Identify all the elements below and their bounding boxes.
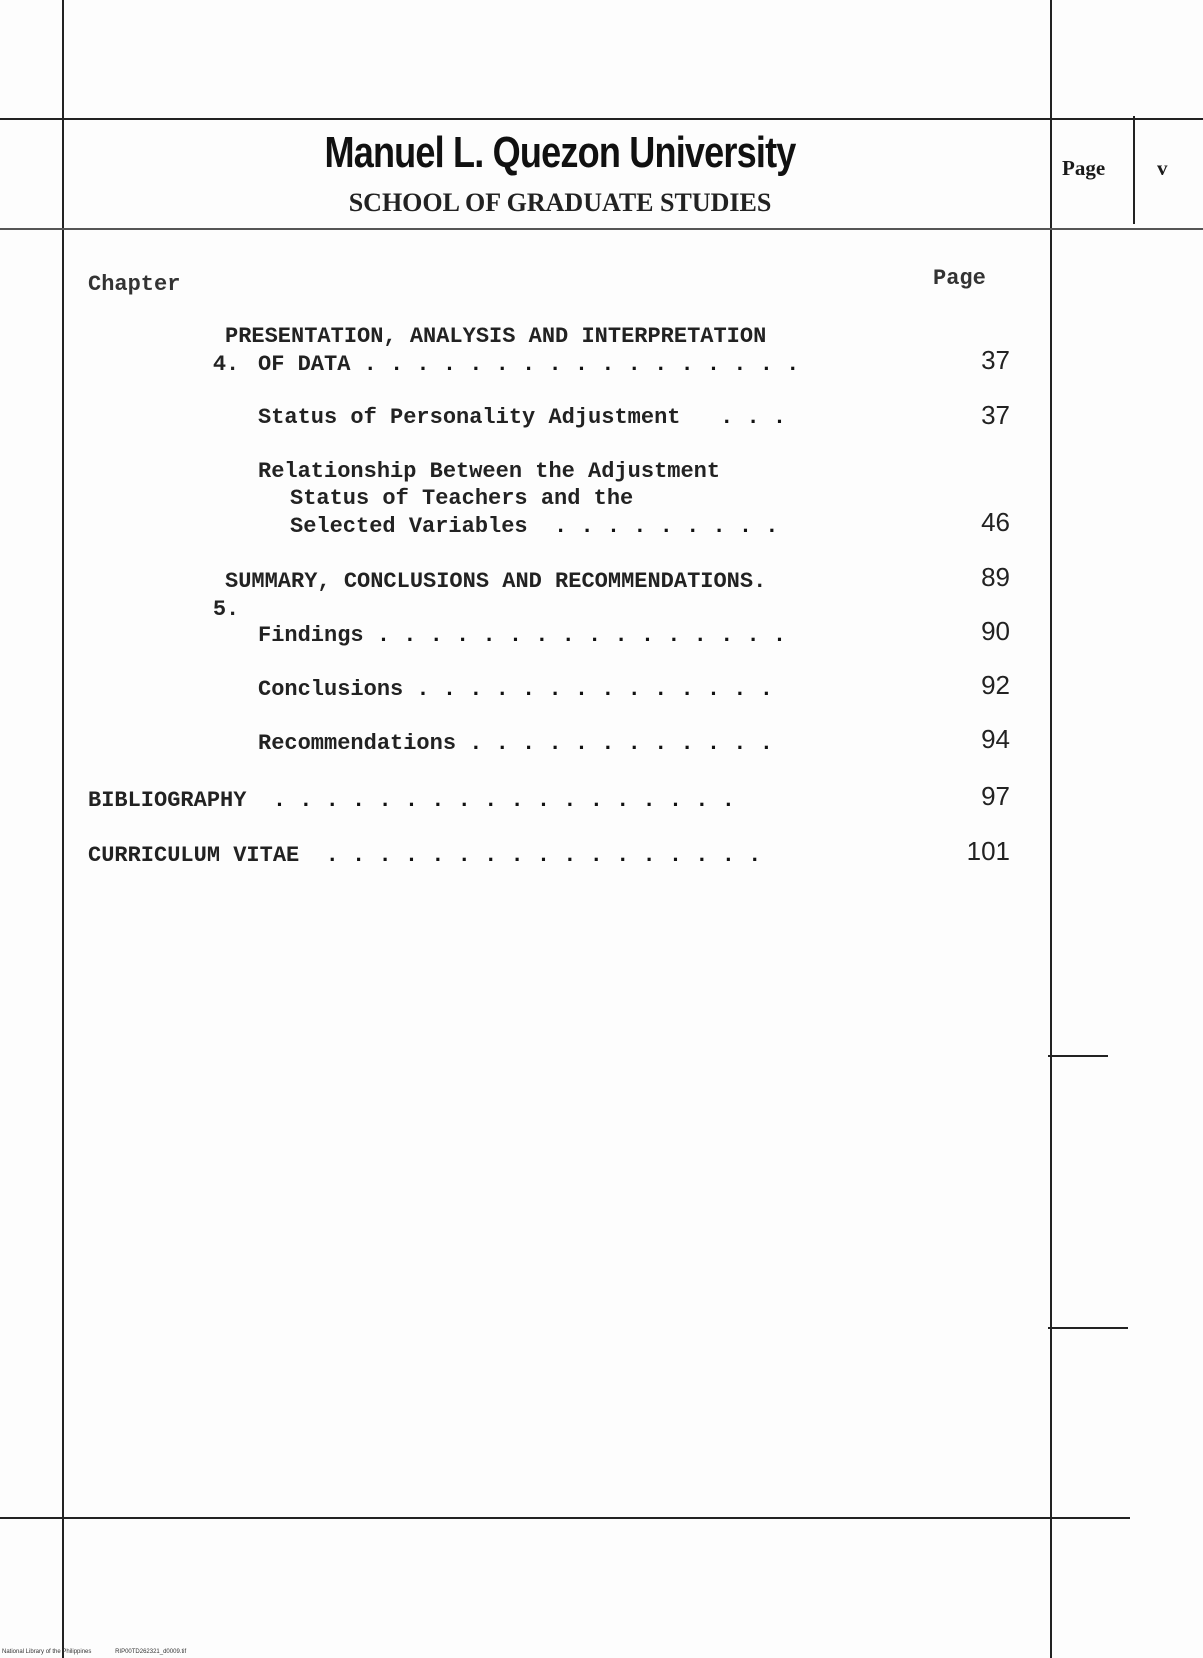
page-label: Page (1062, 156, 1106, 180)
scan-footer (2, 1649, 208, 1655)
toc-entry-title-line: PRESENTATION, ANALYSIS AND INTERPRETATION (225, 324, 767, 349)
toc-page-number: 46 (981, 507, 1010, 537)
toc-page-number: 89 (981, 562, 1010, 592)
leader-dots: . . . . . . . . . . . . (456, 731, 773, 756)
leader-dots: . . . . . . . . . . . . . . . . . (299, 843, 762, 868)
library-credit: National Library of the Philippines (2, 1649, 92, 1655)
university-title: Manuel L. Quezon University (324, 128, 796, 177)
side-tick-rule (1048, 1055, 1108, 1057)
right-margin-rule (1050, 0, 1052, 1658)
leader-dots: . . . . . . . . . . . . . . (403, 677, 773, 702)
leader-dots: . . . . . . . . . . . . . . . . (363, 623, 787, 648)
toc-page-number: 101 (966, 836, 1010, 866)
leader-dots: . . . . . . . . . (527, 514, 779, 539)
toc-page-number: 94 (981, 724, 1010, 754)
toc-page-number: 97 (981, 781, 1010, 811)
toc-entry-title-line: Conclusions . . . . . . . . . . . . . . (258, 677, 773, 702)
toc-entry-title-line: Relationship Between the Adjustment (258, 459, 721, 484)
toc-entry-title-line: OF DATA . . . . . . . . . . . . . . . . . (258, 352, 800, 377)
page-box-divider (1133, 116, 1135, 224)
leader-dots: . . . (680, 405, 787, 430)
toc-page-number: 90 (981, 616, 1010, 646)
scan-filename: RIP00TD262321_d0009.tif (115, 1649, 187, 1655)
toc-page-number: 37 (981, 345, 1010, 375)
toc-entry-title-line: Status of Teachers and the (290, 486, 634, 511)
header-bottom-rule (0, 228, 1203, 230)
toc-page-number: 92 (981, 670, 1010, 700)
toc-page-number: 37 (981, 400, 1010, 430)
toc-entry-title-line: Selected Variables . . . . . . . . . (290, 514, 779, 539)
leader-dots: . . . . . . . . . . . . . . . . . (350, 352, 800, 377)
toc-entry-title-line: CURRICULUM VITAE . . . . . . . . . . . . . . . . . (88, 843, 762, 868)
toc-entry-title-line: Recommendations . . . . . . . . . . . . (258, 731, 773, 756)
page-column-heading: Page (933, 266, 986, 291)
footer-rule (0, 1517, 1130, 1519)
header-top-rule (0, 118, 1203, 120)
page-number: v (1157, 156, 1168, 180)
toc-entry-title-line: Status of Personality Adjustment . . . (258, 405, 787, 430)
leader-dots: . . . . . . . . . . . . . . . . . . (246, 788, 735, 813)
chapter-column-heading: Chapter (88, 272, 181, 297)
school-name: SCHOOL OF GRADUATE STUDIES (348, 188, 772, 217)
toc-entry-title-line: SUMMARY, CONCLUSIONS AND RECOMMENDATIONS. (225, 569, 767, 594)
toc-entry-title-line: Findings . . . . . . . . . . . . . . . . (258, 623, 787, 648)
chapter-number: 5. (212, 597, 240, 622)
left-margin-rule (62, 0, 64, 1658)
chapter-number: 4. (212, 352, 240, 377)
toc-entry-title-line: BIBLIOGRAPHY . . . . . . . . . . . . . . . . . . (88, 788, 735, 813)
side-tick-rule (1048, 1327, 1128, 1329)
